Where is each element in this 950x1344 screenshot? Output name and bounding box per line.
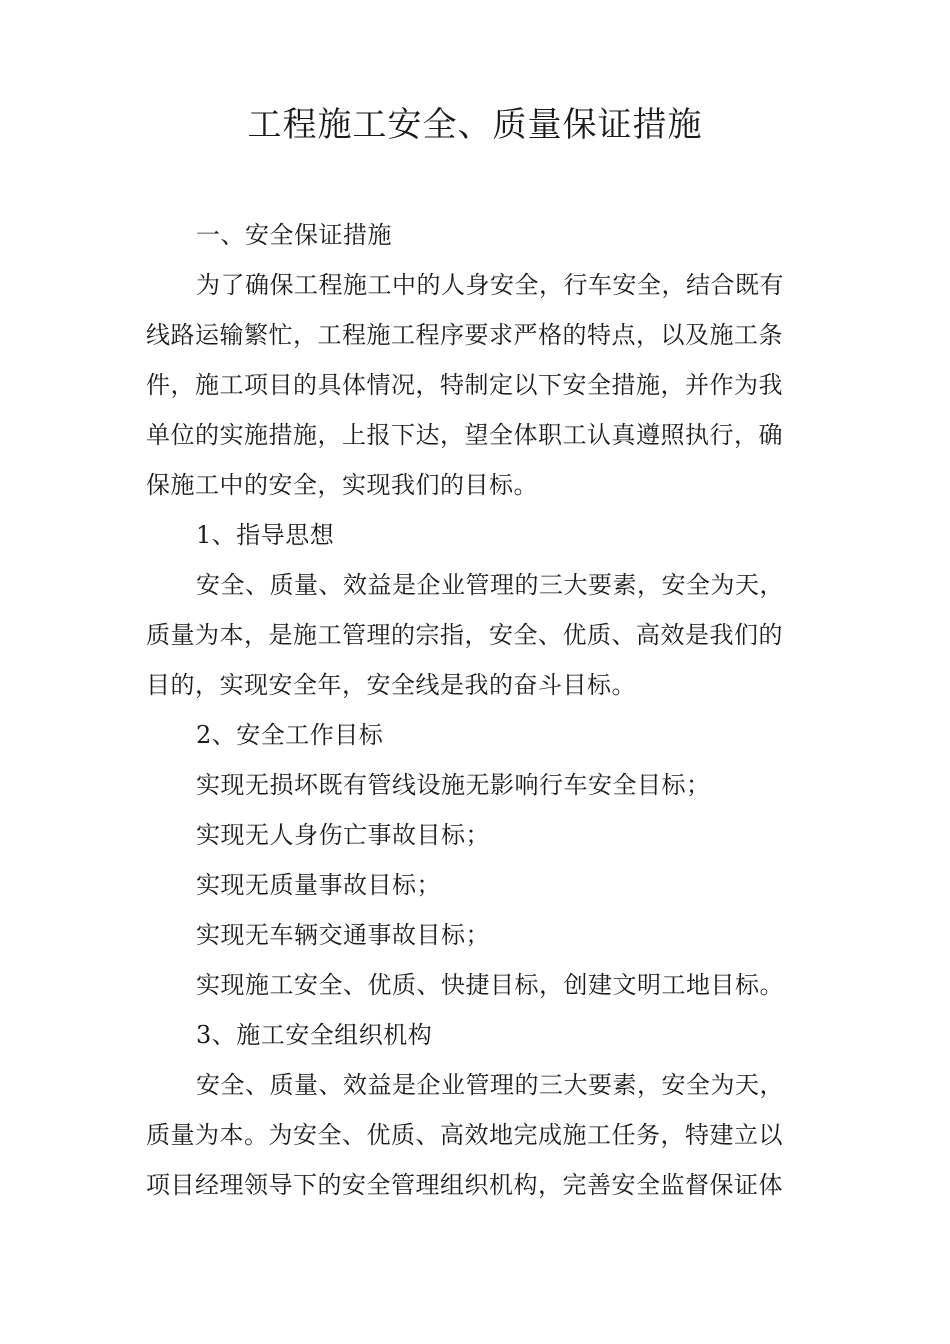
paragraph-line: 为了确保工程施工中的人身安全，行车安全，结合既有 [196,271,784,299]
goal-item: 实现无质量事故目标； [196,871,441,899]
document-body [146,210,836,1210]
section-heading-safety-measures: 一、安全保证措施 [196,221,392,249]
goal-item: 实现无损坏既有管线设施无影响行车安全目标； [196,771,711,799]
paragraph-line: 安全、质量、效益是企业管理的三大要素，安全为天， [196,571,784,599]
subheading-safety-goals: 2、安全工作目标 [196,721,384,749]
paragraph-line: 单位的实施措施，上报下达，望全体职工认真遵照执行，确 [146,421,783,449]
paragraph-line: 质量为本。为安全、优质、高效地完成施工任务，特建立以 [146,1121,783,1149]
paragraph-line: 安全、质量、效益是企业管理的三大要素，安全为天， [196,1071,784,1099]
paragraph-line: 线路运输繁忙，工程施工程序要求严格的特点，以及施工条 [146,321,783,349]
paragraph-line: 质量为本，是施工管理的宗指，安全、优质、高效是我们的 [146,621,783,649]
goal-item: 实现施工安全、优质、快捷目标，创建文明工地目标。 [196,971,784,999]
goal-item: 实现无人身伤亡事故目标； [196,821,490,849]
paragraph-line: 目的，实现安全年，安全线是我的奋斗目标。 [146,671,636,699]
goal-item: 实现无车辆交通事故目标； [196,921,490,949]
subheading-guiding-ideology: 1、指导思想 [196,521,335,549]
document-title: 工程施工安全、质量保证措施 [247,105,703,145]
paragraph-line: 件，施工项目的具体情况，特制定以下安全措施，并作为我 [146,371,783,399]
subheading-safety-organization: 3、施工安全组织机构 [196,1021,433,1049]
paragraph-line: 项目经理领导下的安全管理组织机构，完善安全监督保证体 [146,1171,783,1199]
paragraph-line: 保施工中的安全，实现我们的目标。 [146,471,538,499]
